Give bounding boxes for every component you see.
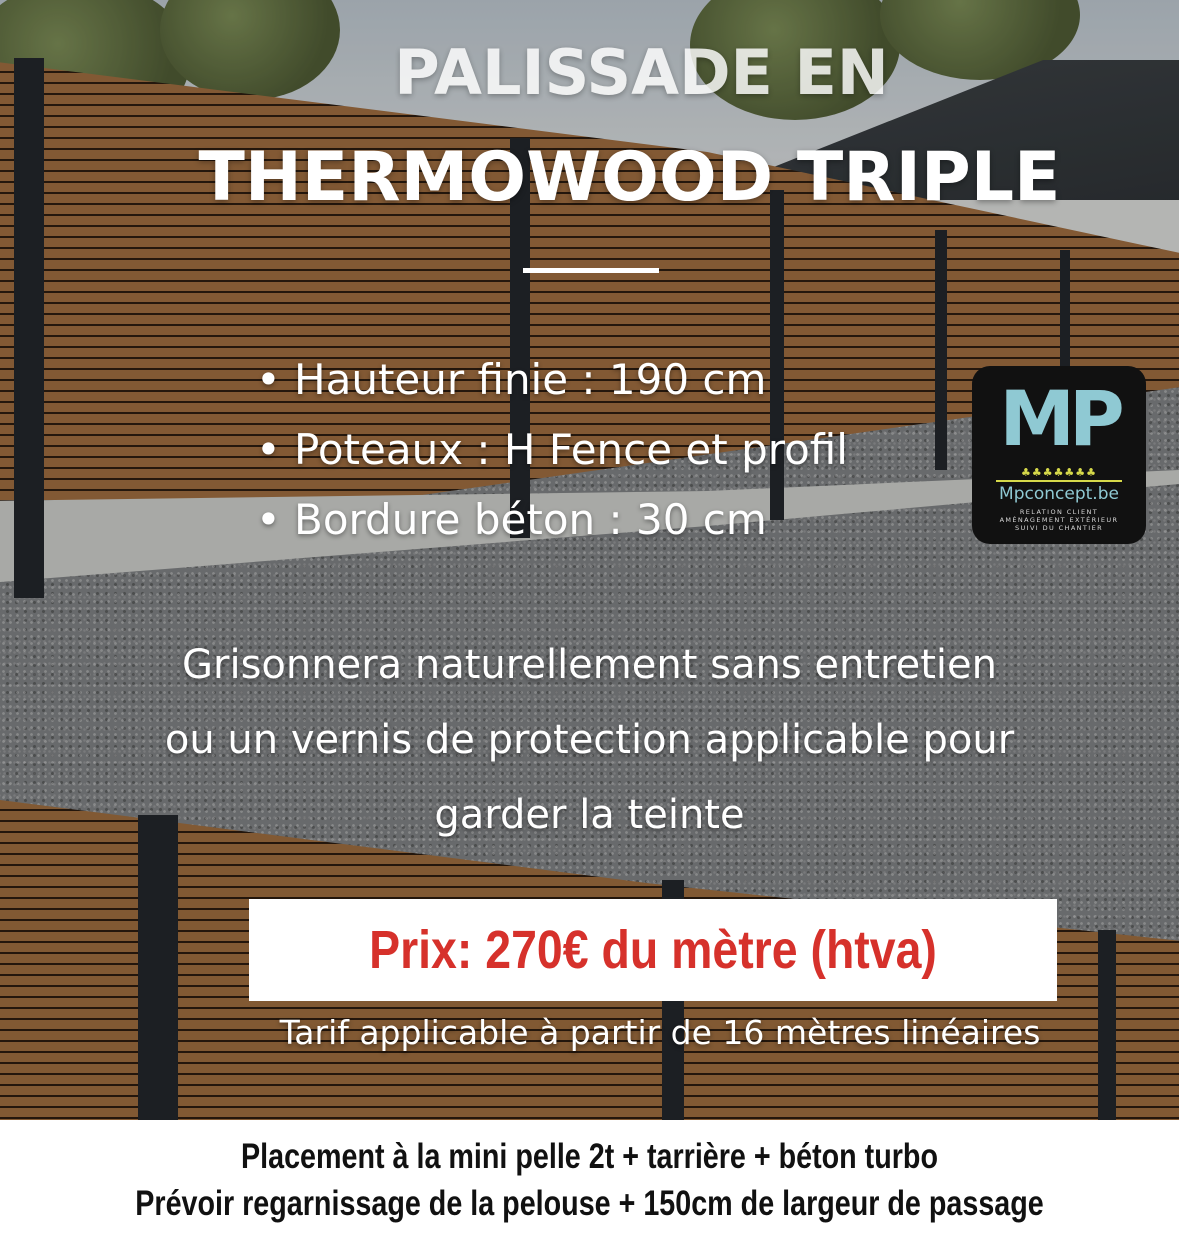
feature-item (256, 485, 848, 555)
footer-line-2: Prévoir regarnissage de la pelouse + 150cm de largeur de passage (135, 1184, 1044, 1223)
title-line-2: THERMOWOOD TRIPLE (198, 138, 1061, 217)
price-label: Prix: 270€ du mètre (htva) (369, 920, 937, 980)
footer-line-1: Placement à la mini pelle 2t + tarrière + béton turbo (241, 1137, 939, 1176)
tarif-note: Tarif applicable à partir de 16 mètres linéaires (279, 1013, 1041, 1052)
feature-text: Hauteur finie : 190 cm (294, 355, 767, 404)
bullet-icon: • (256, 495, 281, 544)
feature-item (256, 415, 848, 485)
logo-monogram: MP (999, 374, 1119, 463)
feature-list (256, 345, 848, 555)
description-line: ou un vernis de protection applicable pour (164, 717, 1015, 763)
feature-text: Bordure béton : 30 cm (294, 495, 767, 544)
feature-item (256, 345, 848, 415)
description (60, 628, 1119, 853)
bullet-icon: • (256, 355, 281, 404)
footer (0, 1120, 1179, 1247)
company-logo (972, 366, 1146, 544)
description-line: Grisonnera naturellement sans entretien (182, 642, 997, 688)
logo-ground-line (996, 480, 1122, 482)
title-line-1: PALISSADE EN (394, 36, 889, 109)
logo-tagline: RELATION CLIENT (1019, 508, 1099, 516)
price-box (249, 899, 1057, 1001)
title-divider (523, 268, 659, 273)
sprout-icon: ♣♣♣♣♣♣♣ (1020, 466, 1098, 479)
feature-text: Poteaux : H Fence et profil (294, 425, 848, 474)
bullet-icon: • (256, 425, 281, 474)
logo-tagline: AMÉNAGEMENT EXTÉRIEUR (999, 516, 1119, 524)
description-line: garder la teinte (434, 792, 745, 838)
logo-name: Mpconcept.be (999, 484, 1119, 504)
logo-tagline: SUIVI DU CHANTIER (1014, 524, 1104, 532)
